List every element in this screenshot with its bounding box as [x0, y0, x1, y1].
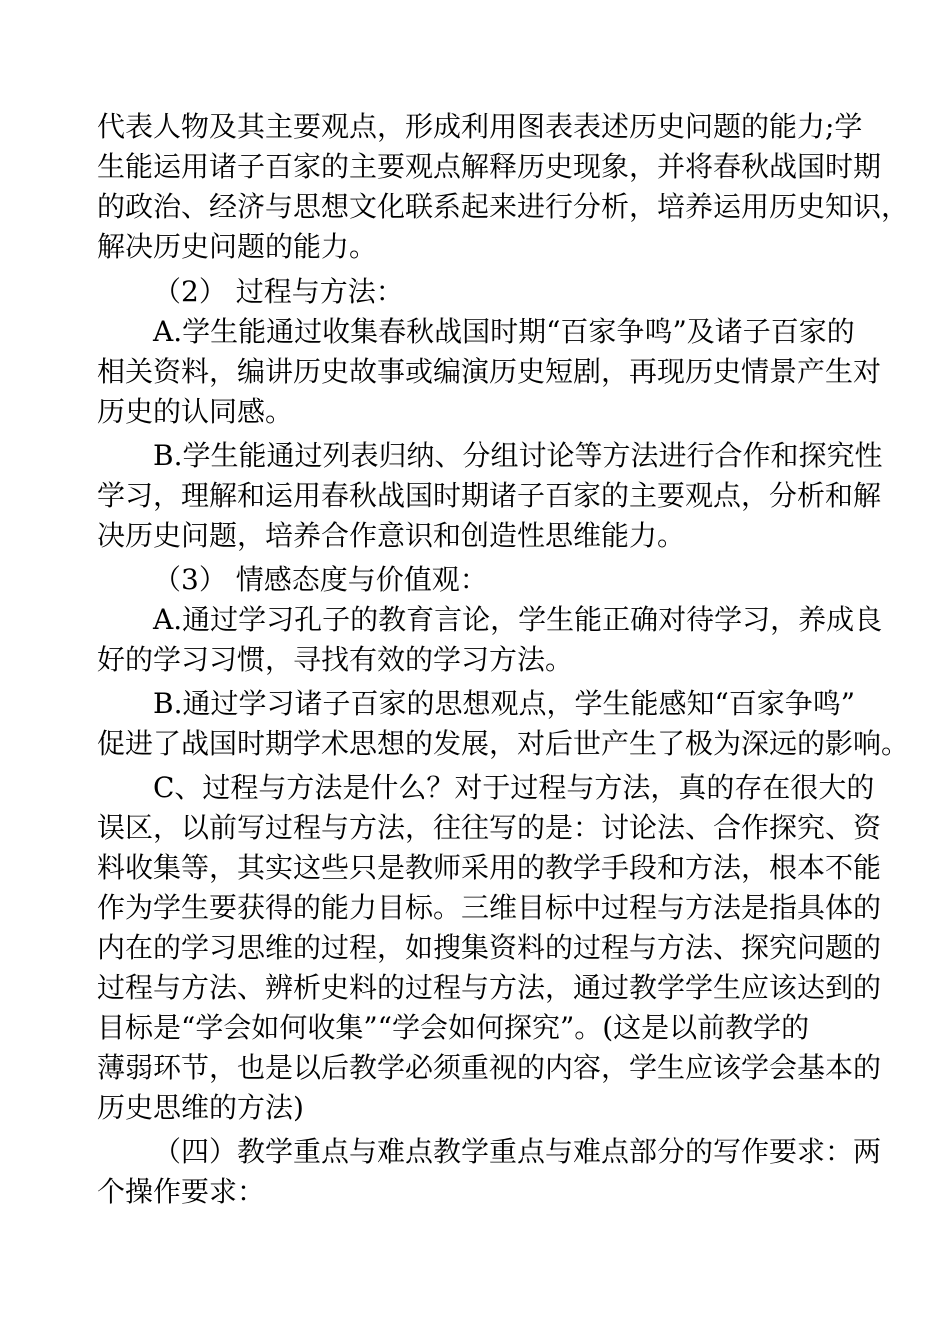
paragraph-line: [0, 768, 950, 808]
line-text: A.学生能通过收集春秋战国时期“百家争鸣”及诸子百家的: [153, 315, 855, 348]
line-text: （2） 过程与方法：: [153, 275, 404, 308]
paragraph-line: [0, 968, 950, 1008]
paragraph-line: [0, 600, 950, 640]
line-text: B.学生能通过列表归纳、分组讨论等方法进行合作和探究性: [153, 439, 883, 472]
line-text: C、过程与方法是什么？对于过程与方法，真的存在很大的: [153, 771, 875, 804]
paragraph-line: [0, 640, 950, 680]
paragraph-line: [0, 187, 950, 227]
paragraph-line: [0, 227, 950, 267]
paragraph-line: [0, 352, 950, 392]
paragraph-line: [0, 848, 950, 888]
line-text: 目标是“学会如何收集”“学会如何探究”。(这是以前教学的: [97, 1011, 810, 1044]
paragraph-line: [0, 1088, 950, 1128]
line-text: 促进了战国时期学术思想的发展，对后世产生了极为深远的影响。: [97, 727, 910, 760]
line-text: 好的学习习惯，寻找有效的学习方法。: [97, 643, 574, 676]
paragraph-line: [0, 1172, 950, 1212]
paragraph-line: [0, 436, 950, 476]
line-text: 历史的认同感。: [97, 395, 294, 428]
line-text: 代表人物及其主要观点，形成利用图表表述历史问题的能力;学: [97, 110, 863, 143]
line-text: 的政治、经济与思想文化联系起来进行分析，培养运用历史知识，: [97, 190, 910, 223]
line-text: （3） 情感态度与价值观：: [153, 563, 488, 596]
paragraph-line: [0, 1048, 950, 1088]
line-text: 作为学生要获得的能力目标。三维目标中过程与方法是指具体的: [97, 891, 882, 924]
line-text: 解决历史问题的能力。: [97, 230, 378, 263]
paragraph-line: [0, 147, 950, 187]
line-text: B.通过学习诸子百家的思想观点，学生能感知“百家争鸣”: [153, 687, 856, 720]
line-text: （四）教学重点与难点教学重点与难点部分的写作要求：两: [153, 1135, 882, 1168]
paragraph-line: [0, 724, 950, 764]
paragraph-line: [0, 928, 950, 968]
line-text: 过程与方法、辨析史料的过程与方法，通过教学学生应该达到的: [97, 971, 882, 1004]
paragraph-line: [0, 1008, 950, 1048]
line-text: 薄弱环节，也是以后教学必须重视的内容，学生应该学会基本的: [97, 1051, 882, 1084]
line-text: 料收集等，其实这些只是教师采用的教学手段和方法，根本不能: [97, 851, 882, 884]
paragraph-line: [0, 392, 950, 432]
paragraph-line: [0, 888, 950, 928]
line-text: 生能运用诸子百家的主要观点解释历史现象，并将春秋战国时期: [97, 150, 882, 183]
paragraph-line: [0, 107, 950, 147]
paragraph-line: [0, 808, 950, 848]
line-text: 学习，理解和运用春秋战国时期诸子百家的主要观点，分析和解: [97, 479, 882, 512]
section-heading: [0, 560, 950, 600]
line-text: 相关资料，编讲历史故事或编演历史短剧，再现历史情景产生对: [97, 355, 882, 388]
line-text: 个操作要求：: [97, 1175, 266, 1208]
line-text: 内在的学习思维的过程，如搜集资料的过程与方法、探究问题的: [97, 931, 882, 964]
paragraph-line: [0, 312, 950, 352]
line-text: A.通过学习孔子的教育言论，学生能正确对待学习，养成良: [153, 603, 883, 636]
line-text: 历史思维的方法): [97, 1091, 304, 1124]
paragraph-line: [0, 684, 950, 724]
section-heading: [0, 1132, 950, 1172]
line-text: 决历史问题，培养合作意识和创造性思维能力。: [97, 519, 686, 552]
section-heading: [0, 272, 950, 312]
line-text: 误区，以前写过程与方法，往往写的是：讨论法、合作探究、资: [97, 811, 882, 844]
paragraph-line: [0, 476, 950, 516]
paragraph-line: [0, 516, 950, 556]
